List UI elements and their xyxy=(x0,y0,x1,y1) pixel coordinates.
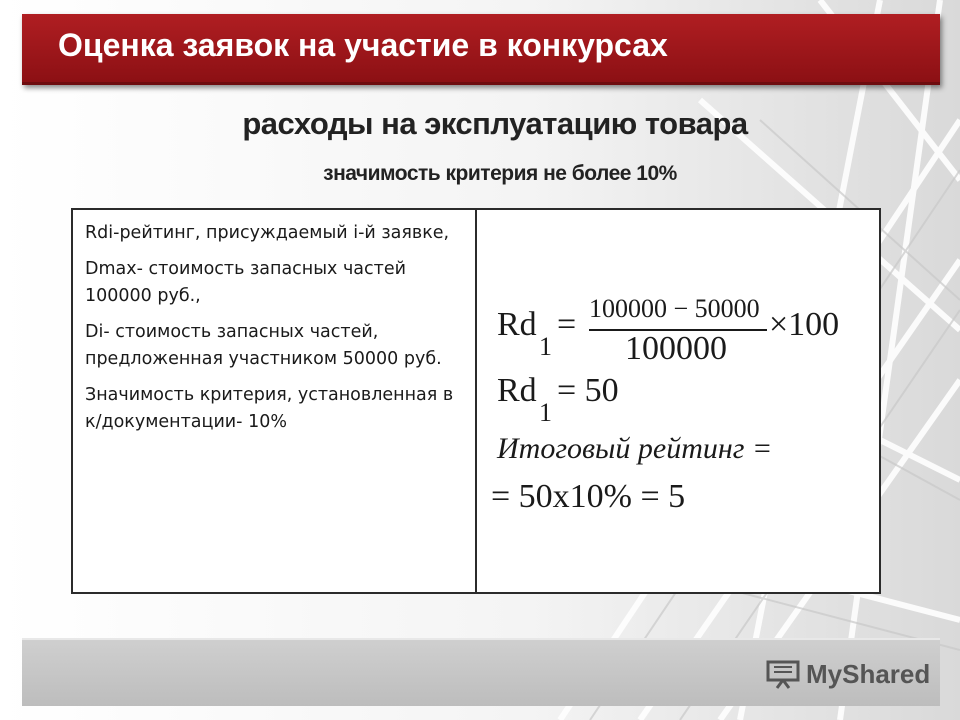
slide-subtitle: расходы на эксплуатацию товара xyxy=(242,106,748,141)
logo-text: MyShared xyxy=(806,658,931,689)
final-rating-label: Итоговый рейтинг = xyxy=(497,432,773,465)
final-rating-calc: = 50x10% = 5 xyxy=(491,478,686,515)
definition-item: Di- стоимость запасных частей, предложенная участником 50000 руб. xyxy=(85,322,442,369)
myshared-logo xyxy=(766,656,930,692)
formula-subscript: 1 xyxy=(539,332,552,361)
definitions-cell xyxy=(73,210,477,592)
significance-note: значимость критерия не более 10% xyxy=(323,162,677,185)
fraction-numerator: 100000 − 50000 xyxy=(589,294,760,323)
formula-cell xyxy=(477,210,879,592)
definition-item: Dmax- стоимость запасных частей 100000 руб., xyxy=(85,259,406,306)
presentation-icon xyxy=(766,659,800,689)
page-title: Оценка заявок на участие в конкурсах xyxy=(58,27,668,63)
formula-equals: = xyxy=(557,306,577,343)
fraction-denominator: 100000 xyxy=(625,330,727,367)
formula-rd: Rd xyxy=(497,306,537,343)
definition-item: Rdi-рейтинг, присуждаемый i-й заявке, xyxy=(85,223,450,243)
formula-result: = 50 xyxy=(557,372,619,409)
definition-item: Значимость критерия, установленная в к/документации- 10% xyxy=(85,385,454,432)
content-table xyxy=(71,208,881,594)
formula-rd: Rd xyxy=(497,372,537,409)
formula-subscript: 1 xyxy=(539,398,552,427)
formula-multiplier: ×100 xyxy=(769,306,840,343)
